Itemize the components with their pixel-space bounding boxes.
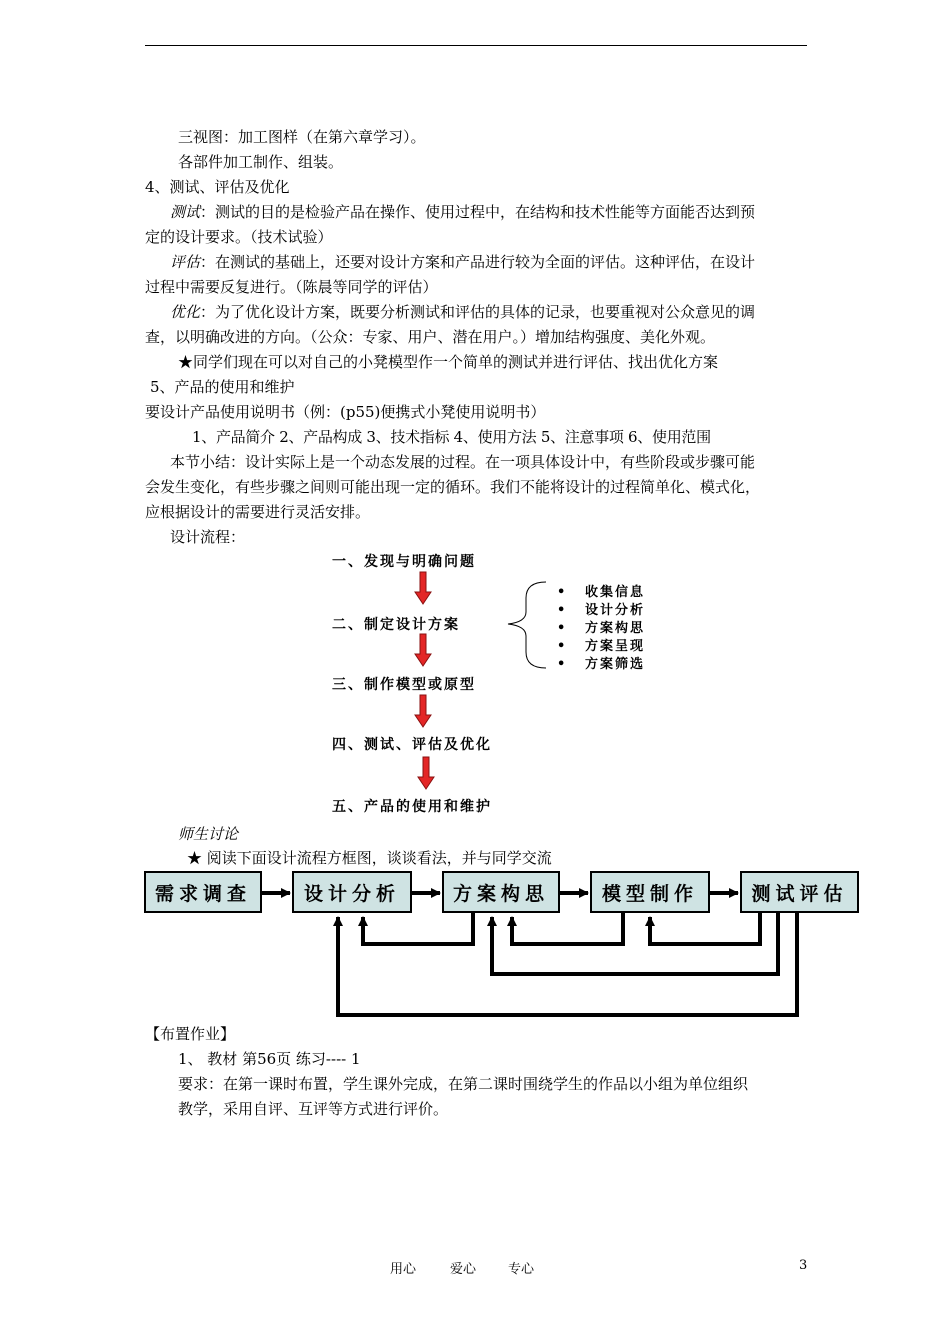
term-definition: ：测试的目的是检验产品在操作、使用过程中，在结构和技术性能等方面能否达到预 xyxy=(200,203,756,221)
text-line: 查，以明确改进的方向。（公众：专家、用户、潜在用户。）增加结构强度、美化外观。 xyxy=(145,328,716,346)
footer-motto: 用心 xyxy=(390,1262,417,1277)
sub-item: • 收集信息 xyxy=(557,585,646,600)
sub-item: • 方案筛选 xyxy=(557,657,646,672)
term: 优化 xyxy=(170,303,201,321)
down-arrow-icon xyxy=(415,695,431,727)
text-line: 设计流程： xyxy=(170,528,246,546)
flow-step: 四、测试、评估及优化 xyxy=(332,737,492,753)
flow-box: 需求调查 xyxy=(144,871,262,913)
text-line: 各部件加工制作、组装。 xyxy=(178,153,344,171)
section-heading: 5、产品的使用和维护 xyxy=(150,378,295,396)
term: 评估 xyxy=(170,253,201,271)
term-definition: ：为了优化设计方案，既要分析测试和评估的具体的记录，也要重视对公众意见的调 xyxy=(200,303,756,321)
text-line: 三视图：加工图样（在第六章学习）。 xyxy=(178,128,426,146)
flow-box: 设计分析 xyxy=(292,871,412,913)
down-arrow-icon xyxy=(415,634,431,666)
term: 测试 xyxy=(170,203,201,221)
sub-item: • 方案构思 xyxy=(557,621,646,636)
footer-motto: 爱心 xyxy=(450,1262,477,1277)
text-line: 本节小结：设计实际上是一个动态发展的过程。在一项具体设计中，有些阶段或步骤可能 xyxy=(170,453,756,471)
sub-item: • 设计分析 xyxy=(557,603,646,618)
discussion-title: 师生讨论 xyxy=(178,825,239,843)
flow-box: 测试评估 xyxy=(740,871,859,913)
down-arrow-icon xyxy=(418,757,434,789)
text-line: 应根据设计的需要进行灵活安排。 xyxy=(145,503,371,521)
flow-step: 五、产品的使用和维护 xyxy=(332,799,492,815)
text-line: 1、产品简介 2、产品构成 3、技术指标 4、使用方法 5、注意事项 6、使用范围 xyxy=(192,428,711,446)
homework-requirement: 教学，采用自评、互评等方式进行评价。 xyxy=(178,1100,449,1118)
flow-step: 一、发现与明确问题 xyxy=(332,554,476,570)
discussion-prompt: ★ 阅读下面设计流程方框图，谈谈看法，并与同学交流 xyxy=(187,849,552,867)
brace-icon xyxy=(508,582,546,668)
flow-box: 模型制作 xyxy=(590,871,710,913)
flow-step: 三、制作模型或原型 xyxy=(332,677,476,693)
text-line: 过程中需要反复进行。（陈晨等同学的评估） xyxy=(145,278,438,296)
text-line: ★同学们现在可以对自己的小凳模型作一个简单的测试并进行评估、找出优化方案 xyxy=(178,353,719,371)
homework-heading: 【布置作业】 xyxy=(145,1025,236,1043)
text-line: 会发生变化，有些步骤之间则可能出现一定的循环。我们不能将设计的过程简单化、模式化， xyxy=(145,478,761,496)
flow-step: 二、制定设计方案 xyxy=(332,617,460,633)
term-definition: ：在测试的基础上，还要对设计方案和产品进行较为全面的评估。这种评估，在设计 xyxy=(200,253,756,271)
flow-box: 方案构思 xyxy=(442,871,560,913)
text-line: 定的设计要求。（技术试验） xyxy=(145,228,333,246)
section-heading: 4、测试、评估及优化 xyxy=(145,178,290,196)
homework-requirement: 要求：在第一课时布置，学生课外完成，在第二课时围绕学生的作品以小组为单位组织 xyxy=(178,1075,749,1093)
sub-item: • 方案呈现 xyxy=(557,639,646,654)
down-arrow-icon xyxy=(415,572,431,604)
page-number: 3 xyxy=(799,1258,808,1273)
text-line: 要设计产品使用说明书（例：(p55)便携式小凳使用说明书） xyxy=(145,403,546,421)
homework-item: 1、 教材 第56页 练习---- 1 xyxy=(178,1050,361,1068)
footer-motto: 专心 xyxy=(508,1262,535,1277)
